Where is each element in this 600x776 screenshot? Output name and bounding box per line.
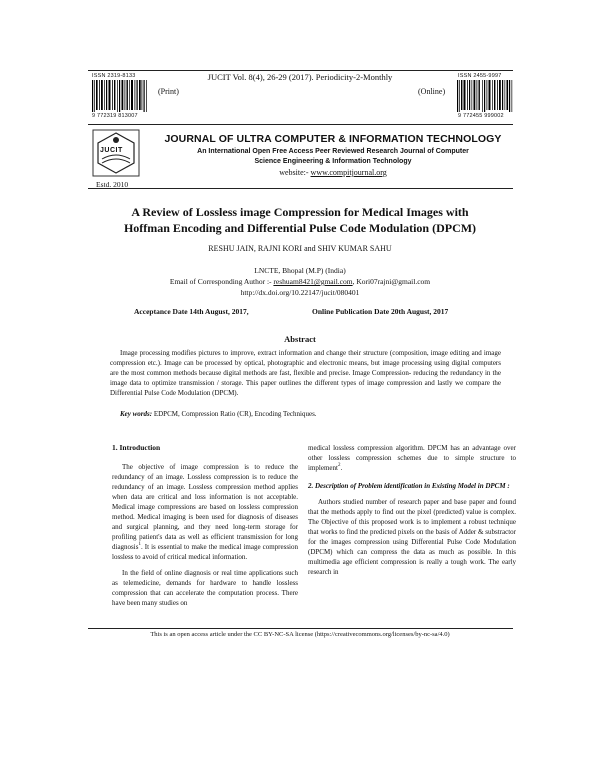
keywords [120, 410, 317, 418]
introduction-body [112, 462, 298, 608]
email-link-2[interactable]: , Kori07rajni@gmail.com [352, 277, 431, 286]
barcode-online-digits: 9 772455 999002 [458, 113, 504, 119]
citation-line: JUCIT Vol. 8(4), 26-29 (2017). Periodicity-2-Monthly [207, 72, 393, 82]
intro-p1-end: . It is essential to make the medical image compression lossless to avoid of critical medical information. [112, 543, 298, 561]
online-label: (Online) [418, 87, 446, 96]
right-paragraph-1: Authors studied number of research paper and base paper and found that the methods apply to find out the pixel (predicted) value is complex. The Objective of this proposed work is to implement a robust technique that works to find the predicted pixels on the basis of Adder & substractor for the images compression using Differential Pulse Code Modulation (DPCM) which can compress the data as much as possible. In this multimedia age efficient compression is really a tough work. The early research in [308, 498, 516, 576]
introduction-heading: 1. Introduction [112, 443, 161, 452]
journal-website [148, 168, 518, 177]
issn-online: ISSN 2455-9997 [458, 73, 502, 79]
established-year: Estd. 2010 [96, 180, 129, 189]
article-title-line-2: Hoffman Encoding and Differential Pulse Code Modulation (DPCM) [123, 221, 477, 235]
section-2-heading: 2. Description of Problem identification in Existing Model in DPCM : [308, 482, 510, 490]
keywords-label: Key words: [120, 410, 153, 418]
abstract-heading: Abstract [284, 334, 316, 344]
journal-tagline-2: Science Engineering & Information Technology [254, 158, 412, 165]
right-p0-text: medical lossless compression algorithm. DPCM has an advantage over other lossless compression schemes due to simple structure to implement [308, 444, 516, 472]
intro-p1-text: The objective of image compression is to reduce the redundancy of an image. Lossless compression is to reduce the redundancy of an image. Lossless compression method applies when data are critical and loss information is not acceptable. Medical image compressions are based on lossless compression method. Medical imaging is been used for diagnosis of diseases and surgical planning, and they need long-term storage for profiling patient's data as well as efficient transmission for long diagnosis [112, 463, 298, 551]
article-title-line-1: A Review of Lossless image Compression for Medical Images with [131, 205, 469, 219]
website-label: website:- [279, 168, 311, 177]
website-link[interactable]: www.compitjournal.org [310, 168, 387, 177]
acceptance-date: Acceptance Date 14th August, 2017, [134, 307, 249, 316]
right-p0-end: . [340, 464, 343, 472]
email-prefix: Email of Corresponding Author :- [169, 277, 274, 286]
citation-2: 2 [337, 463, 341, 468]
intro-paragraph-2: In the field of online diagnosis or real time applications such as telemedicine, demands for hardware to handle lossless compression that can accelerate the computation process. There have been many studies on [112, 569, 298, 607]
print-label: (Print) [158, 87, 179, 96]
abstract-body: Image processing modifies pictures to improve, extract information and change their structure (composition, image editing and image compression etc.). Image can be processed by optical, photographic and electronic means, but image processing using digital computers are the most common methods because digital methods are fast, flexible and precise. Image Compression- reducing the redundancy in the image data to optimize transmission / storage. This paper outlines the different types of image compression and lastly we compare the Differential Pulse Code Modulation (DPCM). [110, 349, 501, 397]
article-affiliation: LNCTE, Bhopal (M.P) (India) [254, 266, 346, 275]
article-authors: RESHU JAIN, RAJNI KORI and SHIV KUMAR SAHU [208, 244, 392, 253]
journal-logo-text: JUCIT [100, 147, 123, 154]
online-publication-date: Online Publication Date 20th August, 2017 [312, 307, 449, 316]
email-link-1[interactable]: reshuam8421@gmail.com [273, 277, 353, 286]
barcode-print-digits: 9 772319 813007 [92, 113, 138, 119]
right-column [308, 443, 516, 577]
article-emails [0, 277, 600, 286]
header-mid-rule [88, 124, 513, 125]
footer-rule [88, 628, 513, 629]
journal-tagline-1: An International Open Free Access Peer Reviewed Research Journal of Computer [197, 148, 469, 155]
license-notice: This is an open access article under the CC BY-NC-SA license (https://creativecommons.org/licenses/by-nc-sa/4.0) [150, 631, 450, 638]
issn-print: ISSN 2319-8133 [92, 73, 136, 79]
citation-1: 1 [138, 542, 141, 547]
right-paragraph-0 [308, 443, 516, 473]
header-top-rule [88, 70, 513, 71]
keywords-text: EDPCM, Compression Ratio (CR), Encoding Techniques. [152, 410, 317, 418]
masthead-rule [88, 188, 513, 189]
article-doi[interactable]: http://dx.doi.org/10.22147/jucit/080401 [240, 288, 360, 297]
intro-paragraph-1 [112, 462, 298, 562]
journal-name: JOURNAL OF ULTRA COMPUTER & INFORMATION TECHNOLOGY [164, 133, 502, 145]
